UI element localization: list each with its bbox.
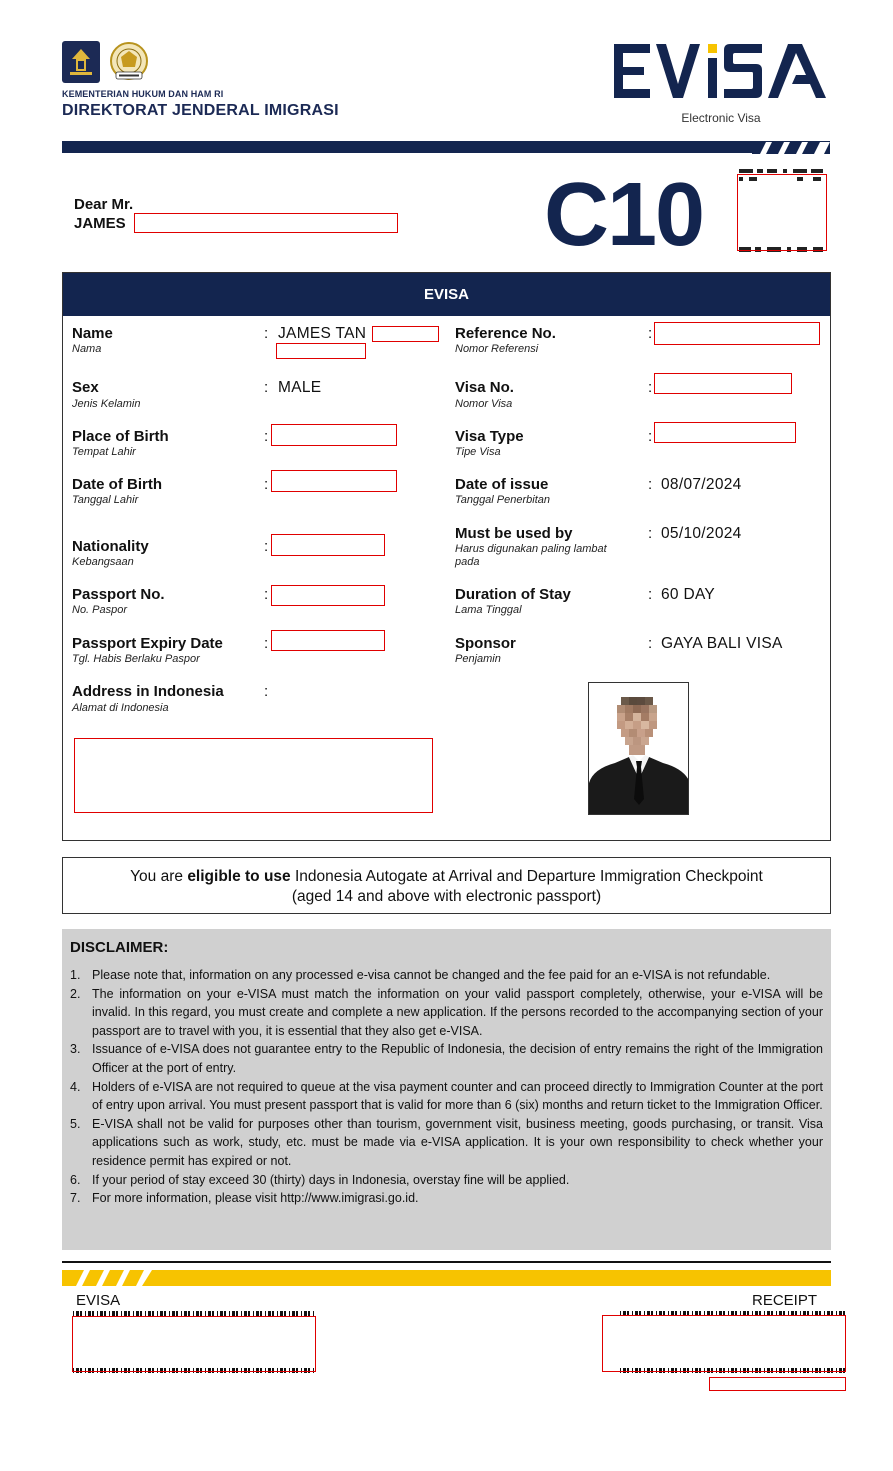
disclaimer-item: 6. If your period of stay exceed 30 (thirty) days in Indonesia, overstay fine will be applied. bbox=[70, 1172, 570, 1187]
field-sublabel: Tanggal Lahir bbox=[72, 494, 139, 506]
field-colon: : bbox=[648, 325, 653, 342]
field-sublabel: Lama Tinggal bbox=[455, 604, 522, 616]
autogate-notice bbox=[62, 857, 831, 914]
field-sublabel: Nomor Visa bbox=[455, 398, 513, 410]
greeting-line1: Dear Mr. bbox=[74, 196, 134, 213]
field-label: Reference No. bbox=[455, 325, 556, 342]
field-value: 60 DAY bbox=[661, 586, 716, 603]
field-label: Must be used by bbox=[455, 525, 573, 542]
footer-receipt-label: RECEIPT bbox=[752, 1292, 818, 1309]
field-label: Place of Birth bbox=[72, 428, 169, 445]
field-colon: : bbox=[264, 476, 269, 493]
field-sublabel: Penjamin bbox=[455, 653, 501, 665]
field-label: Sex bbox=[72, 379, 99, 396]
field-label: Visa No. bbox=[455, 379, 514, 396]
redaction-box bbox=[372, 326, 439, 342]
redaction-box bbox=[134, 213, 398, 233]
field-sublabel: Tgl. Habis Berlaku Paspor bbox=[72, 653, 200, 665]
header-divider-bar bbox=[62, 141, 830, 153]
field-colon: : bbox=[264, 428, 269, 445]
field-sublabel: Alamat di Indonesia bbox=[72, 702, 169, 714]
field-sublabel: Jenis Kelamin bbox=[72, 398, 141, 410]
field-label: Visa Type bbox=[455, 428, 524, 445]
field-value: JAMES TAN bbox=[278, 325, 367, 342]
redaction-box bbox=[709, 1377, 846, 1391]
footer-evisa-label: EVISA bbox=[76, 1292, 121, 1309]
field-colon: : bbox=[264, 586, 269, 603]
disclaimer-item: 3. Issuance of e-VISA does not guarantee entry to the Republic of Indonesia, the decision of entry remains the right of the Immigration Officer at the port of entry. bbox=[70, 1042, 823, 1075]
autogate-bold: eligible to use bbox=[187, 868, 291, 885]
field-label: Date of issue bbox=[455, 476, 549, 493]
field-label: Address in Indonesia bbox=[72, 683, 224, 700]
footer-yellow-bar bbox=[62, 1270, 831, 1286]
autogate-line1 bbox=[63, 867, 830, 887]
redaction-box bbox=[271, 630, 385, 651]
disclaimer-item: 5. E-VISA shall not be valid for purposes other than tourism, government visit, business meeting, goods purchasing, or transit. Visa applications such as work, study, etc. must be made via e-VISA application. It is your own responsibility to check whether your residence permit has expired or not. bbox=[70, 1116, 823, 1168]
disclaimer-item: 4. Holders of e-VISA are not required to queue at the visa payment counter and can proceed directly to Immigration Counter at the port of entry upon arrival. You must present passport that is valid for more than 6 (six) months and return ticket to the Immigration Officer. bbox=[70, 1079, 823, 1113]
field-sublabel: Nomor Referensi bbox=[455, 343, 539, 355]
redaction-box bbox=[276, 343, 366, 359]
field-sublabel: No. Paspor bbox=[72, 604, 128, 616]
field-sublabel: Tanggal Penerbitan bbox=[455, 494, 551, 506]
redaction-box bbox=[654, 373, 792, 394]
field-label: Name bbox=[72, 325, 113, 342]
autogate-line2: (aged 14 and above with electronic passport) bbox=[291, 888, 602, 905]
greeting bbox=[74, 195, 133, 233]
field-sublabel: Kebangsaan bbox=[72, 556, 134, 568]
redaction-box bbox=[271, 424, 397, 446]
field-label: Date of Birth bbox=[72, 476, 162, 493]
footer-divider-line bbox=[62, 1261, 831, 1263]
field-colon: : bbox=[264, 683, 269, 700]
disclaimer-item: 1. Please note that, information on any processed e-visa cannot be changed and the fee paid for an e-VISA is not refundable. bbox=[70, 968, 771, 982]
applicant-photo bbox=[588, 682, 689, 815]
directorate-name: DIREKTORAT JENDERAL IMIGRASI bbox=[62, 102, 339, 119]
field-label: Duration of Stay bbox=[455, 586, 571, 603]
field-colon: : bbox=[264, 635, 269, 652]
field-sublabel: Tempat Lahir bbox=[72, 446, 136, 458]
redaction-box bbox=[271, 534, 385, 556]
evisa-panel-title: EVISA bbox=[63, 273, 830, 316]
immigration-emblem-icon bbox=[106, 41, 152, 83]
redaction-box bbox=[72, 1316, 316, 1372]
redaction-box bbox=[602, 1315, 846, 1372]
field-label: Nationality bbox=[72, 538, 149, 555]
redaction-box bbox=[271, 470, 397, 492]
autogate-prefix: You are bbox=[130, 868, 188, 885]
disclaimer-item: 7. For more information, please visit http://www.imigrasi.go.id. bbox=[70, 1191, 419, 1206]
field-value: 08/07/2024 bbox=[661, 476, 742, 493]
field-colon: : bbox=[264, 379, 269, 396]
redaction-box bbox=[74, 738, 433, 813]
ministry-emblem-icon bbox=[62, 41, 100, 83]
visa-code: C10 bbox=[544, 165, 704, 265]
field-colon: : bbox=[648, 476, 653, 493]
disclaimer-list bbox=[70, 966, 823, 1208]
disclaimer-title: DISCLAIMER: bbox=[70, 939, 169, 956]
evisa-subtitle: Electronic Visa bbox=[681, 111, 761, 125]
field-colon: : bbox=[264, 325, 269, 342]
field-colon: : bbox=[264, 538, 269, 555]
evisa-logo bbox=[612, 40, 830, 102]
field-value: 05/10/2024 bbox=[661, 525, 742, 542]
field-sublabel: Nama bbox=[72, 343, 102, 355]
field-sublabel: Tipe Visa bbox=[455, 446, 501, 458]
field-colon: : bbox=[648, 635, 653, 652]
header-stripes bbox=[752, 141, 830, 153]
redaction-box bbox=[271, 585, 385, 606]
disclaimer-item: 2. The information on your e-VISA must match the information on your valid passport completely, otherwise, your e-VISA will be invalid. In this regard, you must create and complete a new application. If the persons recorded to the accompanying section of your passport are to travel with you, it is essential that they also get e-VISA. bbox=[70, 986, 823, 1038]
redaction-box bbox=[654, 422, 796, 443]
field-label: Passport No. bbox=[72, 586, 165, 603]
field-value: GAYA BALI VISA bbox=[661, 635, 783, 652]
field-label: Sponsor bbox=[455, 635, 516, 652]
footer-stripes bbox=[62, 1270, 152, 1286]
autogate-rest: Indonesia Autogate at Arrival and Departure Immigration Checkpoint bbox=[290, 868, 763, 885]
field-colon: : bbox=[648, 525, 653, 542]
field-value: MALE bbox=[278, 379, 322, 396]
redaction-box bbox=[654, 322, 820, 345]
field-colon: : bbox=[648, 586, 653, 603]
greeting-line2: JAMES bbox=[74, 215, 126, 232]
field-label: Passport Expiry Date bbox=[72, 635, 223, 652]
ministry-name: KEMENTERIAN HUKUM DAN HAM RI bbox=[62, 89, 224, 99]
field-colon: : bbox=[648, 428, 653, 445]
redaction-box bbox=[737, 174, 827, 251]
field-colon: : bbox=[648, 379, 653, 396]
field-sublabel: Harus digunakan paling lambat pada bbox=[455, 543, 607, 568]
